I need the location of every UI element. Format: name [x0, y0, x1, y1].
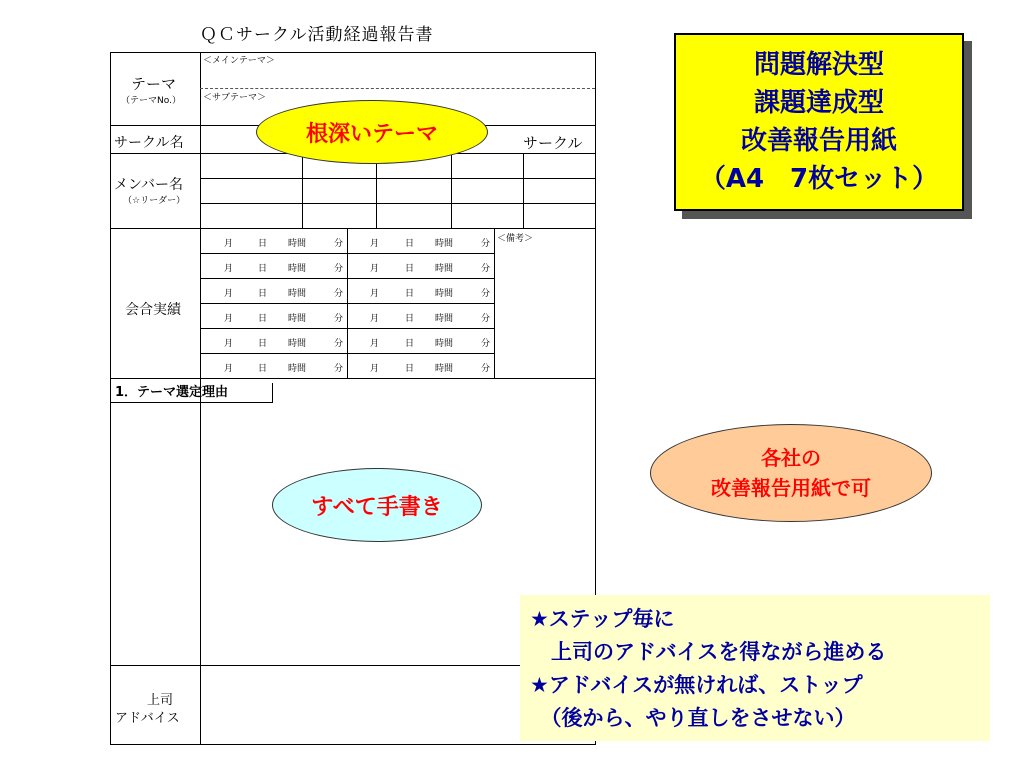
- minutes-label: 分: [334, 289, 344, 299]
- minutes-label: 分: [334, 364, 344, 374]
- report-type-box: [674, 33, 964, 211]
- label-column-divider: [200, 53, 201, 701]
- type-box-line3: 改善報告用紙: [740, 126, 897, 156]
- hours-label: 時間: [435, 239, 454, 249]
- company-callout-line1: 各社の: [761, 446, 821, 470]
- meeting-col-line: [347, 228, 348, 378]
- row-divider: [111, 378, 595, 379]
- minutes-label: 分: [334, 239, 344, 249]
- form-title: ＱＣサークル活動経過報告書: [200, 25, 434, 45]
- month-label: 月: [224, 289, 234, 299]
- advice-note-box: [520, 595, 990, 741]
- advice-note-line2: 上司のアドバイスを得ながら進める: [530, 640, 887, 664]
- company-form-callout: [650, 424, 932, 522]
- month-label: 月: [224, 339, 234, 349]
- minutes-label: 分: [481, 364, 491, 374]
- month-label: 月: [370, 289, 380, 299]
- minutes-label: 分: [481, 289, 491, 299]
- section1-label: 1．テーマ選定理由: [111, 383, 273, 403]
- advice-note-line3: ★アドバイスが無ければ、ストップ: [530, 673, 863, 697]
- minutes-label: 分: [334, 314, 344, 324]
- meeting-label: 会合実績: [125, 302, 181, 318]
- minutes-label: 分: [481, 339, 491, 349]
- minutes-label: 分: [481, 264, 491, 274]
- month-label: 月: [370, 314, 380, 324]
- month-label: 月: [370, 239, 380, 249]
- member-row-line: [200, 178, 595, 179]
- month-label: 月: [370, 264, 380, 274]
- day-label: 日: [405, 364, 415, 374]
- day-label: 日: [258, 289, 268, 299]
- month-label: 月: [224, 239, 234, 249]
- type-box-line4: （A4 7枚セット）: [699, 164, 939, 194]
- advice-label-line1: 上司: [147, 693, 174, 708]
- day-label: 日: [405, 264, 415, 274]
- theme-callout: 根深いテーマ: [256, 100, 488, 164]
- circle-name-label: サークル名: [114, 135, 184, 151]
- day-label: 日: [258, 339, 268, 349]
- theme-dash-divider: [200, 88, 595, 89]
- theme-no-label: （テーマNo.）: [121, 96, 181, 106]
- minutes-label: 分: [334, 339, 344, 349]
- member-col-line: [376, 153, 377, 228]
- theme-label: テーマ: [131, 75, 177, 93]
- hours-label: 時間: [288, 264, 307, 274]
- meeting-col-line: [494, 228, 495, 378]
- month-label: 月: [224, 314, 234, 324]
- hours-label: 時間: [288, 289, 307, 299]
- handwriting-callout: すべて手書き: [272, 468, 482, 542]
- advice-note-line1: ★ステップ毎に: [530, 607, 675, 631]
- row-divider: [111, 228, 595, 229]
- month-label: 月: [224, 264, 234, 274]
- hours-label: 時間: [435, 289, 454, 299]
- month-label: 月: [370, 339, 380, 349]
- company-callout-line2: 改善報告用紙で可: [711, 476, 871, 500]
- month-label: 月: [224, 364, 234, 374]
- sub-theme-field[interactable]: ＜サブテーマ＞: [203, 93, 267, 103]
- row-divider: [111, 665, 521, 666]
- month-label: 月: [370, 364, 380, 374]
- day-label: 日: [405, 339, 415, 349]
- advice-note-line4: （後から、やり直しをさせない）: [530, 706, 856, 730]
- remarks-label: ＜備考＞: [497, 234, 534, 244]
- member-label: メンバー名: [114, 177, 184, 193]
- hours-label: 時間: [435, 339, 454, 349]
- day-label: 日: [258, 239, 268, 249]
- hours-label: 時間: [288, 364, 307, 374]
- hours-label: 時間: [435, 264, 454, 274]
- member-col-line: [451, 153, 452, 228]
- member-row-line: [200, 203, 595, 204]
- day-label: 日: [258, 264, 268, 274]
- day-label: 日: [405, 239, 415, 249]
- type-box-line2: 課題達成型: [753, 88, 884, 118]
- hours-label: 時間: [435, 314, 454, 324]
- hours-label: 時間: [435, 364, 454, 374]
- hours-label: 時間: [288, 239, 307, 249]
- day-label: 日: [405, 314, 415, 324]
- minutes-label: 分: [481, 314, 491, 324]
- hours-label: 時間: [288, 339, 307, 349]
- minutes-label: 分: [334, 264, 344, 274]
- hours-label: 時間: [288, 314, 307, 324]
- day-label: 日: [258, 364, 268, 374]
- leader-note: （☆リーダー）: [123, 196, 186, 206]
- advice-label-line2: アドバイス: [115, 711, 180, 726]
- circle-suffix: サークル: [523, 134, 583, 152]
- day-label: 日: [405, 289, 415, 299]
- member-col-line: [523, 153, 524, 228]
- minutes-label: 分: [481, 239, 491, 249]
- day-label: 日: [258, 314, 268, 324]
- main-theme-field[interactable]: ＜メインテーマ＞: [203, 56, 275, 66]
- member-col-line: [302, 153, 303, 228]
- type-box-line1: 問題解決型: [753, 50, 884, 80]
- advice-divider: [200, 665, 201, 745]
